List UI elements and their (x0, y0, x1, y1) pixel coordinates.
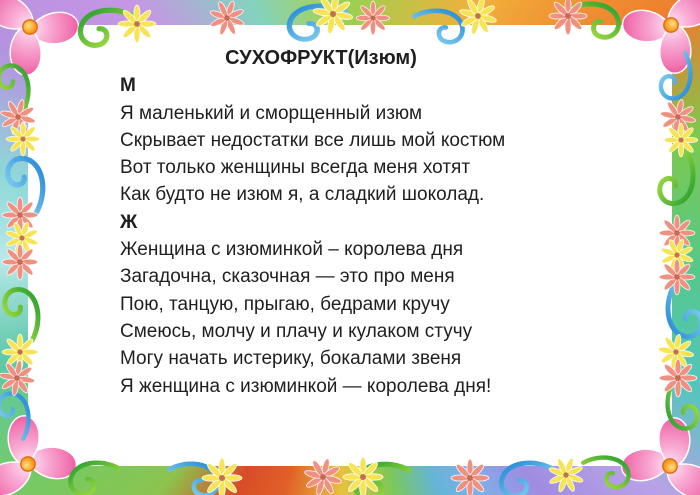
poem-line: Вот только женщины всегда меня хотят (120, 157, 471, 179)
swirl-icon (355, 464, 409, 495)
poem-line: Пою, танцую, прыгаю, бедрами кручу (120, 293, 450, 315)
poem-line: Женщина с изюминкой – королева дня (120, 239, 464, 261)
swirl-icon (70, 463, 118, 494)
poem-line: Я маленький и сморщенный изюм (120, 102, 423, 124)
swirl-icon (169, 464, 217, 495)
swirl-icon (668, 286, 700, 337)
poem-line: Смеюсь, молчу и плачу и кулаком стучу (120, 320, 473, 342)
swirl-icon (668, 383, 698, 428)
poem-line: Я женщина с изюминкой — королева дня! (120, 375, 492, 397)
swirl-icon (501, 463, 552, 495)
swirl-icon (0, 393, 28, 438)
poem-line: Могу начать истерику, бокалами звеня (120, 348, 462, 370)
female-part-label: Ж (120, 211, 138, 233)
poem-line: Как будто не изюм я, а сладкий шоколад. (120, 184, 485, 206)
male-part-label: М (120, 75, 136, 97)
poem-line: Загадочна, сказочная — это про меня (120, 266, 455, 288)
poem-line: Скрывает недостатки все лишь мой костюм (120, 129, 506, 151)
swirl-icon (0, 65, 28, 110)
poem-text (120, 45, 522, 400)
poem-title: СУХОФРУКТ(Изюм) (225, 47, 417, 69)
